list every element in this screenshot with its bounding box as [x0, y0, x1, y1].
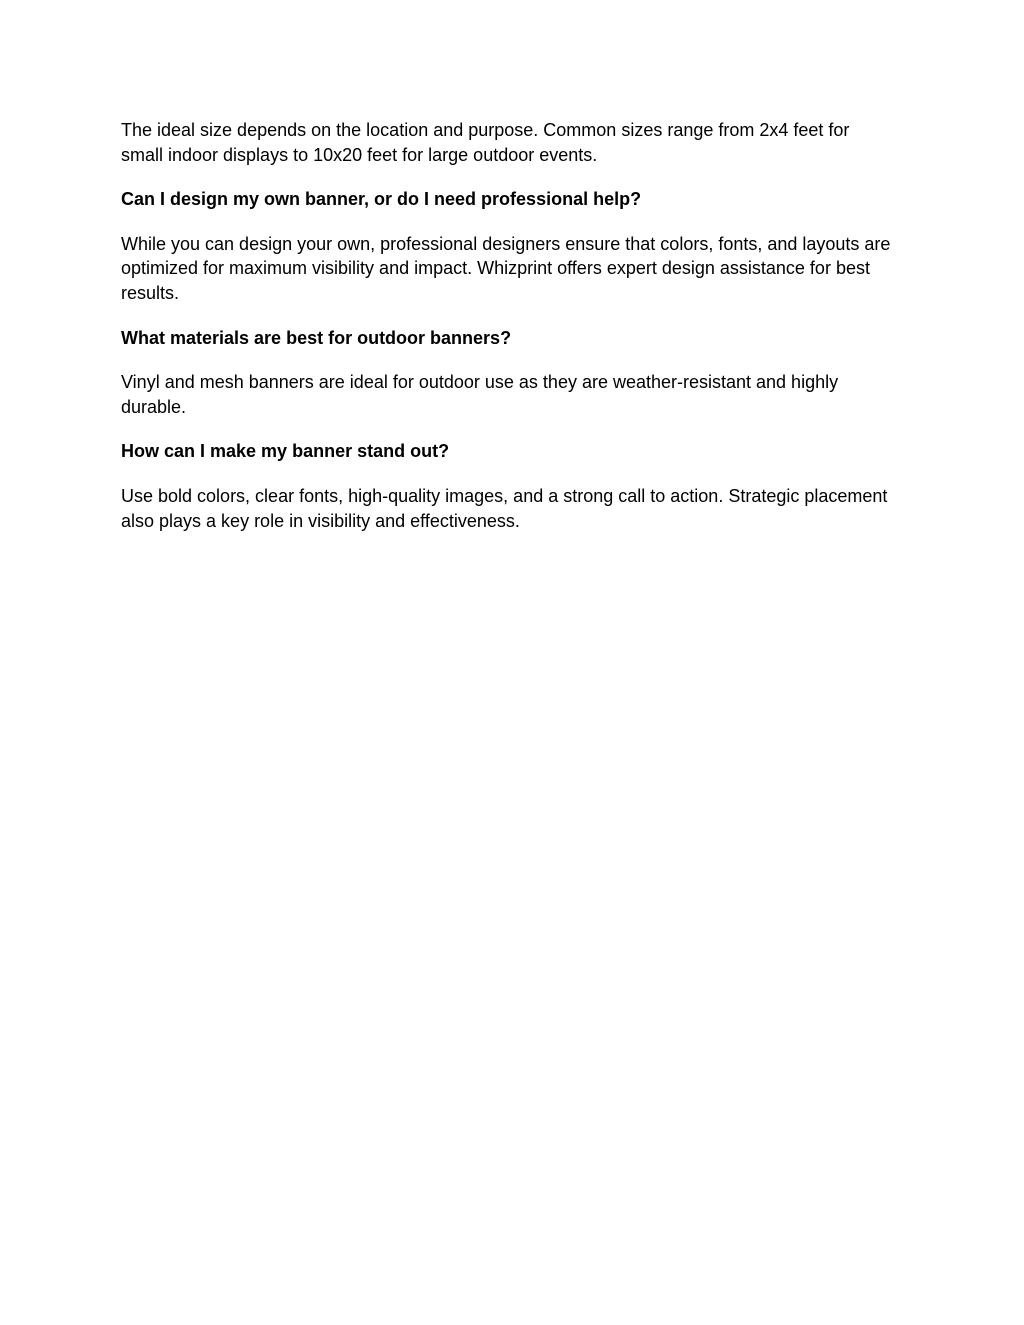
answer-paragraph-stand-out: Use bold colors, clear fonts, high-quality images, and a strong call to action. Strategic placement also plays a key role in visibility and effectiveness. — [121, 485, 888, 531]
faq-question-stand-out: How can I make my banner stand out? — [121, 441, 450, 462]
document-page — [121, 118, 891, 553]
faq-question-design-help: Can I design my own banner, or do I need professional help? — [121, 189, 642, 210]
answer-paragraph-design-help: While you can design your own, professional designers ensure that colors, fonts, and layouts are optimized for maximum visibility and impact. Whizprint offers expert design assistance for best results. — [121, 233, 891, 303]
answer-paragraph-outdoor-materials: Vinyl and mesh banners are ideal for outdoor use as they are weather-resistant and highly durable. — [121, 372, 839, 417]
faq-question-outdoor-materials: What materials are best for outdoor banners? — [121, 327, 512, 348]
answer-paragraph-banner-size: The ideal size depends on the location and purpose. Common sizes range from 2x4 feet for small indoor displays to 10x20 feet for large outdoor events. — [121, 120, 850, 165]
